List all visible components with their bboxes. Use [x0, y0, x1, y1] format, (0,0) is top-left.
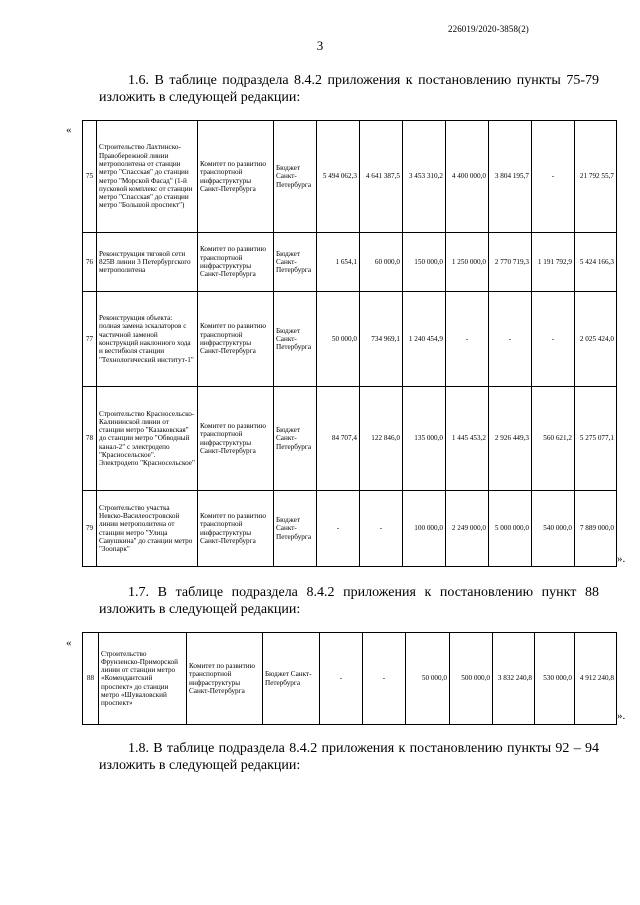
table-row	[83, 292, 617, 387]
value-cell: 734 969,1	[360, 292, 403, 387]
value-cell: 84 707,4	[317, 387, 360, 491]
customer: Комитет по развитию транспортной инфраструктуры Санкт-Петербурга	[187, 633, 263, 725]
open-quote-2: «	[66, 637, 72, 649]
table-row	[83, 233, 617, 292]
value-cell: 540 000,0	[532, 491, 575, 567]
document-number: 226019/2020-3858(2)	[448, 24, 529, 34]
value-cell: 50 000,0	[317, 292, 360, 387]
value-cell: 530 000,0	[535, 633, 575, 725]
row-number: 75	[83, 121, 97, 233]
value-cell: -	[360, 491, 403, 567]
value-cell: 5 000 000,0	[489, 491, 532, 567]
object-name: Реконструкция объекта: полная замена эскалаторов с частичной заменой конструкций наклонного хода и вестибюля станции "Технологический институт-1"	[97, 292, 198, 387]
row-number: 78	[83, 387, 97, 491]
funding-source: Бюджет Санкт-Петербурга	[274, 121, 317, 233]
customer: Комитет по развитию транспортной инфраструктуры Санкт-Петербурга	[198, 292, 274, 387]
value-cell: 2 770 719,3	[489, 233, 532, 292]
funding-source: Бюджет Санкт-Петербурга	[274, 233, 317, 292]
value-cell: 1 191 792,9	[532, 233, 575, 292]
value-cell: 2 249 000,0	[446, 491, 489, 567]
close-quote-2: ».	[617, 710, 626, 722]
object-name: Реконструкция тяговой сети 825В линии 3 Петербургского метрополитена	[97, 233, 198, 292]
funding-source: Бюджет Санкт-Петербурга	[263, 633, 320, 725]
funding-source: Бюджет Санкт-Петербурга	[274, 292, 317, 387]
value-cell: 1 240 454,9	[403, 292, 446, 387]
table-row	[83, 633, 617, 725]
table-row	[83, 387, 617, 491]
value-cell: -	[320, 633, 363, 725]
total-cell: 2 025 424,0	[575, 292, 617, 387]
value-cell: 50 000,0	[406, 633, 450, 725]
row-number: 77	[83, 292, 97, 387]
row-number: 88	[83, 633, 99, 725]
value-cell: 4 400 000,0	[446, 121, 489, 233]
value-cell: -	[363, 633, 406, 725]
total-cell: 5 424 166,3	[575, 233, 617, 292]
total-cell: 4 912 240,8	[575, 633, 617, 725]
value-cell: 2 926 449,3	[489, 387, 532, 491]
customer: Комитет по развитию транспортной инфраструктуры Санкт-Петербурга	[198, 233, 274, 292]
paragraph-1-6: 1.6. В таблице подраздела 8.4.2 приложения к постановлению пункты 75-79 изложить в следующей редакции:	[99, 73, 599, 105]
funding-source: Бюджет Санкт-Петербурга	[274, 387, 317, 491]
value-cell: 3 453 310,2	[403, 121, 446, 233]
table-row	[83, 491, 617, 567]
total-cell: 21 792 55,7	[575, 121, 617, 233]
value-cell: -	[446, 292, 489, 387]
value-cell: 135 000,0	[403, 387, 446, 491]
funding-source: Бюджет Санкт-Петербурга	[274, 491, 317, 567]
value-cell: -	[317, 491, 360, 567]
object-name: Строительство Красносельско-Калининской линии от станции метро "Казаковская" до станции метро "Обводный канал-2" с электродепо "Красносельское". Электродепо "Красносельское"	[97, 387, 198, 491]
object-name: Строительство Лахтинско-Правобережной линии метрополитена от станции метро "Спасская" до станции метро "Морской Фасад" (1-й пусковой комплекс от станции метро "Спасская" до станции метро "Большой проспект")	[97, 121, 198, 233]
row-number: 76	[83, 233, 97, 292]
open-quote-1: «	[66, 124, 72, 136]
value-cell: 1 654,1	[317, 233, 360, 292]
value-cell: -	[532, 292, 575, 387]
page-number: 3	[316, 38, 324, 53]
value-cell: 4 641 387,5	[360, 121, 403, 233]
total-cell: 7 889 000,0	[575, 491, 617, 567]
value-cell: -	[532, 121, 575, 233]
table-items-75-79	[82, 120, 617, 567]
row-number: 79	[83, 491, 97, 567]
paragraph-1-8: 1.8. В таблице подраздела 8.4.2 приложения к постановлению пункты 92 – 94 изложить в следующей редакции:	[99, 741, 599, 773]
object-name: Строительство участка Невско-Василеостровской линии метрополитена от станции метро "Улица Савушкина" до станции метро "Зоопарк"	[97, 491, 198, 567]
customer: Комитет по развитию транспортной инфраструктуры Санкт-Петербурга	[198, 121, 274, 233]
value-cell: 560 621,2	[532, 387, 575, 491]
value-cell: 1 250 000,0	[446, 233, 489, 292]
value-cell: 122 846,0	[360, 387, 403, 491]
value-cell: 150 000,0	[403, 233, 446, 292]
value-cell: 1 445 453,2	[446, 387, 489, 491]
table-row	[83, 121, 617, 233]
value-cell: 3 832 240,8	[493, 633, 535, 725]
value-cell: 3 804 195,7	[489, 121, 532, 233]
table-item-88	[82, 632, 617, 725]
total-cell: 5 275 077,1	[575, 387, 617, 491]
customer: Комитет по развитию транспортной инфраструктуры Санкт-Петербурга	[198, 387, 274, 491]
value-cell: 100 000,0	[403, 491, 446, 567]
value-cell: -	[489, 292, 532, 387]
value-cell: 500 000,0	[450, 633, 493, 725]
paragraph-1-7: 1.7. В таблице подраздела 8.4.2 приложения к постановлению пункт 88 изложить в следующей редакции:	[99, 585, 599, 617]
value-cell: 5 494 062,3	[317, 121, 360, 233]
customer: Комитет по развитию транспортной инфраструктуры Санкт-Петербурга	[198, 491, 274, 567]
object-name: Строительство Фрунзенско-Приморской линии от станции метро «Комендантский проспект» до станции метро «Шуваловский проспект»	[99, 633, 187, 725]
close-quote-1: ».	[617, 553, 626, 565]
value-cell: 60 000,0	[360, 233, 403, 292]
